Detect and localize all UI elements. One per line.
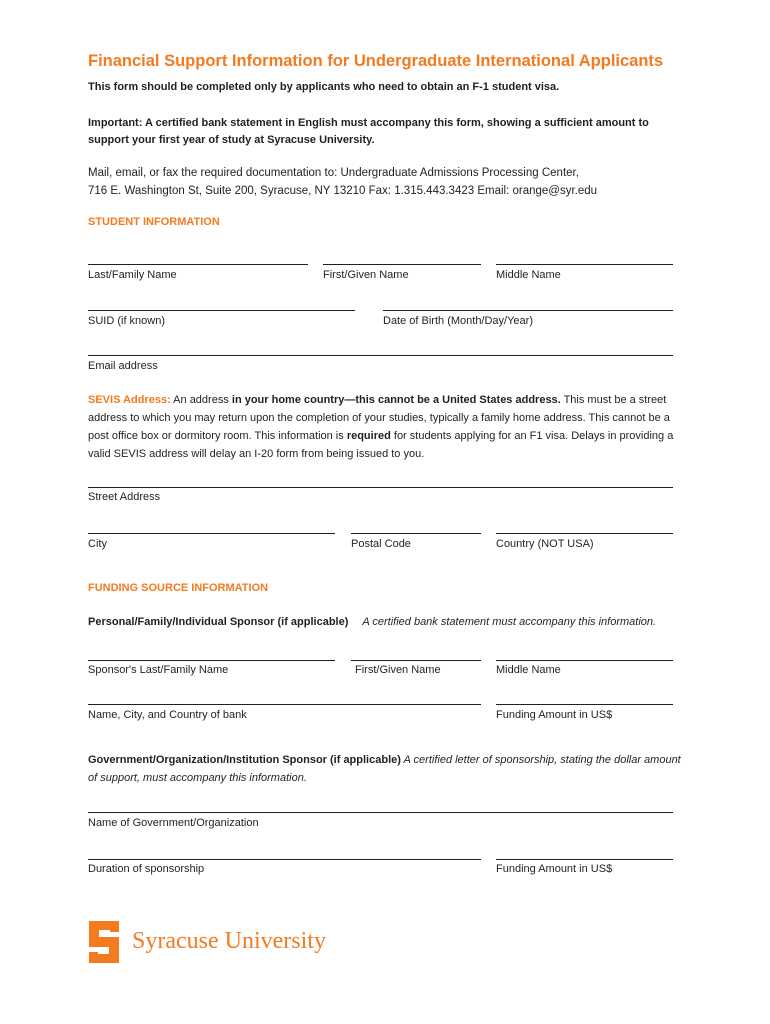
gov-name-label: Name of Government/Organization bbox=[88, 817, 259, 829]
personal-sponsor-note: A certified bank statement must accompany this information. bbox=[362, 616, 657, 628]
city-label: City bbox=[88, 538, 107, 550]
form-title: Financial Support Information for Undergraduate International Applicants bbox=[88, 52, 664, 70]
sevis-label: SEVIS Address: bbox=[88, 394, 171, 406]
sponsor-first-field[interactable] bbox=[351, 660, 481, 661]
student-section-title: STUDENT INFORMATION bbox=[88, 216, 220, 228]
funding-amount-2-field[interactable] bbox=[496, 859, 673, 860]
funding-amount-1-field[interactable] bbox=[496, 704, 673, 705]
street-field[interactable] bbox=[88, 487, 673, 488]
mailing-instructions bbox=[88, 164, 688, 200]
personal-sponsor-title: Personal/Family/Individual Sponsor (if applicable) bbox=[88, 616, 349, 628]
funding-amount-2-label: Funding Amount in US$ bbox=[496, 863, 613, 875]
gov-sponsor-note: A certified letter of sponsorship, stating the dollar amount of support, must accompany this information. bbox=[88, 754, 681, 784]
country-label: Country (NOT USA) bbox=[496, 538, 594, 550]
personal-sponsor-header bbox=[88, 616, 656, 628]
important-note: Important: A certified bank statement in English must accompany this form, showing a sufficient amount to support your first year of study at Syracuse University. bbox=[88, 117, 649, 146]
gov-sponsor-header bbox=[88, 751, 688, 787]
dob-label: Date of Birth (Month/Day/Year) bbox=[383, 315, 533, 327]
email-label: Email address bbox=[88, 360, 158, 372]
suid-label: SUID (if known) bbox=[88, 315, 166, 327]
funding-section-title: FUNDING SOURCE INFORMATION bbox=[88, 582, 269, 594]
gov-name-field[interactable] bbox=[88, 812, 673, 813]
sponsor-middle-label: Middle Name bbox=[496, 664, 561, 676]
mail-line-1: Mail, email, or fax the required documentation to: Undergraduate Admissions Processing Center, bbox=[88, 167, 579, 179]
sponsor-last-field[interactable] bbox=[88, 660, 335, 661]
gov-sponsor-title: Government/Organization/Institution Sponsor (if applicable) bbox=[88, 754, 401, 766]
last-name-field[interactable] bbox=[88, 264, 308, 265]
funding-amount-1-label: Funding Amount in US$ bbox=[496, 709, 613, 721]
sponsor-first-label: First/Given Name bbox=[355, 664, 441, 676]
bank-label: Name, City, and Country of bank bbox=[88, 709, 247, 721]
sponsor-last-label: Sponsor's Last/Family Name bbox=[88, 664, 229, 676]
sevis-bold-2: required bbox=[346, 430, 391, 442]
university-logo-text: Syracuse University bbox=[132, 928, 326, 954]
sponsor-middle-field[interactable] bbox=[496, 660, 673, 661]
dob-field[interactable] bbox=[383, 310, 673, 311]
city-field[interactable] bbox=[88, 533, 335, 534]
middle-name-label: Middle Name bbox=[496, 269, 561, 281]
sevis-paragraph bbox=[88, 391, 688, 463]
middle-name-field[interactable] bbox=[496, 264, 673, 265]
sevis-text-2: This must be a street address to which you may return upon the completion of your studies, typically a family home address. This cannot be a post office box or dormitory room. This information is bbox=[88, 394, 670, 442]
syracuse-block-s-icon bbox=[86, 919, 122, 970]
last-name-label: Last/Family Name bbox=[88, 269, 177, 281]
duration-field[interactable] bbox=[88, 859, 481, 860]
email-field[interactable] bbox=[88, 355, 673, 356]
postal-label: Postal Code bbox=[351, 538, 411, 550]
suid-field[interactable] bbox=[88, 310, 355, 311]
mail-line-2: 716 E. Washington St, Suite 200, Syracuse, NY 13210 Fax: 1.315.443.3423 Email: orange@syr.edu bbox=[88, 185, 598, 197]
sevis-bold-1: in your home country—this cannot be a United States address. bbox=[231, 394, 561, 406]
first-name-label: First/Given Name bbox=[323, 269, 409, 281]
street-label: Street Address bbox=[88, 491, 161, 503]
form-subtitle: This form should be completed only by applicants who need to obtain an F-1 student visa. bbox=[88, 81, 560, 93]
duration-label: Duration of sponsorship bbox=[88, 863, 205, 875]
country-field[interactable] bbox=[496, 533, 673, 534]
sevis-text-1: An address bbox=[170, 394, 232, 406]
first-name-field[interactable] bbox=[323, 264, 481, 265]
bank-field[interactable] bbox=[88, 704, 481, 705]
postal-field[interactable] bbox=[351, 533, 481, 534]
sevis-text-3: for students applying for an F1 visa. Delays in providing a valid SEVIS address will delay an I-20 form from being issued to you. bbox=[88, 430, 674, 460]
